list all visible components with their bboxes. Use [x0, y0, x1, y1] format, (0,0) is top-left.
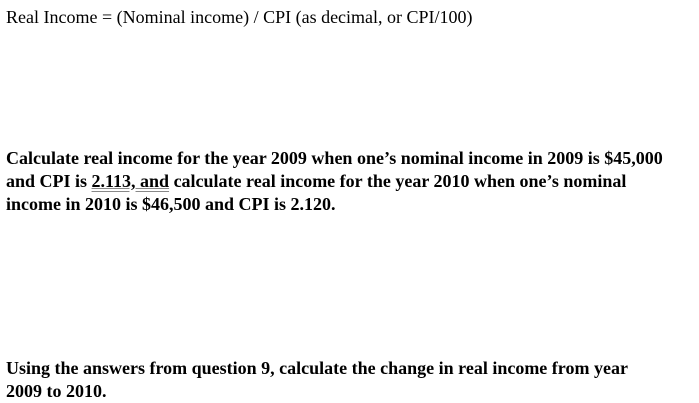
question-1-line-1: Calculate real income for the year 2009 when one’s nominal income in 2009 is $45,000 — [6, 148, 663, 168]
real-income-formula: Real Income = (Nominal income) / CPI (as decimal, or CPI/100) — [6, 7, 473, 27]
question-change-in-real-income — [6, 357, 628, 403]
underlined-cpi-value: 2.113, and — [91, 171, 170, 191]
question-1-line-2 — [6, 170, 663, 193]
question-1-line-2-end: calculate real income for the year 2010 when one’s nominal — [169, 171, 627, 191]
question-1-line-3: income in 2010 is $46,500 and CPI is 2.120. — [6, 194, 336, 214]
question-1-line-2-start: and CPI is — [6, 171, 92, 191]
question-real-income-2009-2010 — [6, 147, 663, 216]
question-2-line-2: 2009 to 2010. — [6, 381, 107, 401]
question-2-line-1: Using the answers from question 9, calculate the change in real income from year — [6, 358, 628, 378]
